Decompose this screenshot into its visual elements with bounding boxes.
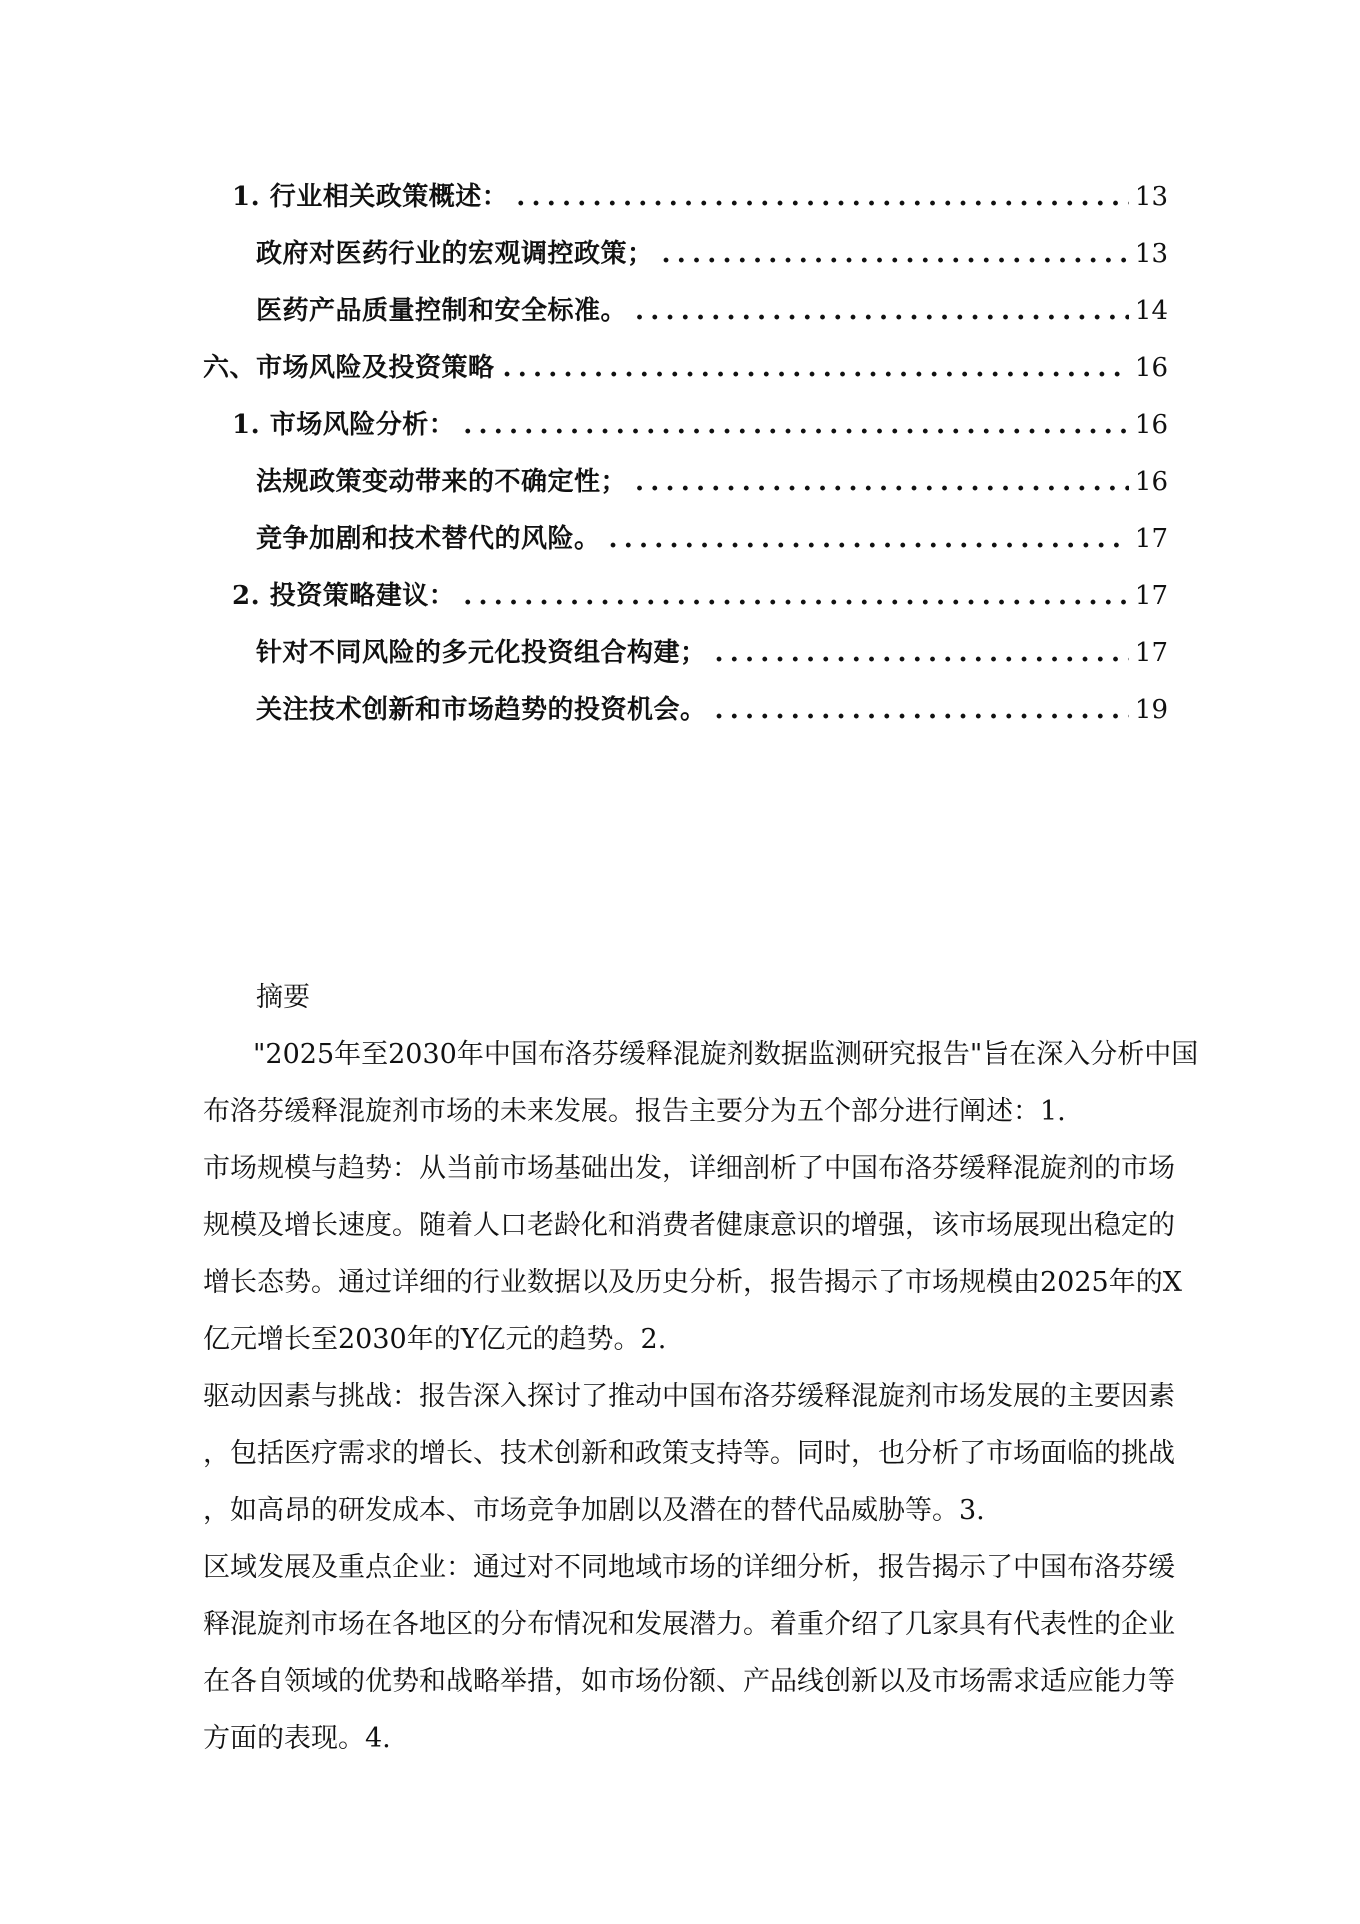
toc-entry-page: 19 [1134, 695, 1168, 725]
toc-entry[interactable] [232, 404, 1168, 444]
abstract-line: 亿元增长至2030年的Y亿元的趋势。2. [203, 1324, 667, 1355]
abstract-line: 驱动因素与挑战：报告深入探讨了推动中国布洛芬缓释混旋剂市场发展的主要因素 [203, 1381, 1175, 1412]
toc-entry-label: 关注技术创新和市场趋势的投资机会。 [256, 695, 707, 725]
abstract-line: 规模及增长速度。随着人口老龄化和消费者健康意识的增强，该市场展现出稳定的 [203, 1210, 1175, 1241]
toc-entry[interactable] [256, 461, 1168, 501]
toc-dot-leader [503, 353, 1129, 383]
toc-dot-leader [715, 638, 1129, 668]
toc-dot-leader [635, 296, 1129, 326]
toc-entry-page: 17 [1134, 524, 1168, 554]
abstract-line: 释混旋剂市场在各地区的分布情况和发展潜力。着重介绍了几家具有代表性的企业 [203, 1609, 1175, 1640]
abstract-line: 布洛芬缓释混旋剂市场的未来发展。报告主要分为五个部分进行阐述：1. [203, 1096, 1066, 1127]
toc-entry-label: 针对不同风险的多元化投资组合构建； [256, 638, 707, 668]
toc-entry-label: 2. 投资策略建议： [232, 581, 456, 611]
abstract-line: 区域发展及重点企业：通过对不同地域市场的详细分析，报告揭示了中国布洛芬缓 [203, 1552, 1175, 1583]
toc-dot-leader [516, 182, 1129, 212]
toc-entry-page: 17 [1134, 581, 1168, 611]
abstract-title: 摘要 [256, 982, 310, 1013]
toc-entry[interactable] [256, 518, 1168, 558]
toc-dot-leader [609, 524, 1129, 554]
toc-entry[interactable] [256, 290, 1168, 330]
abstract-line: 增长态势。通过详细的行业数据以及历史分析，报告揭示了市场规模由2025年的X [203, 1267, 1182, 1298]
toc-dot-leader [662, 239, 1129, 269]
toc-entry[interactable] [232, 575, 1168, 615]
toc-dot-leader [463, 581, 1129, 611]
toc-entry-page: 16 [1134, 467, 1168, 497]
toc-entry-label: 法规政策变动带来的不确定性； [256, 467, 628, 497]
toc-dot-leader [463, 410, 1129, 440]
toc-entry-label: 1. 行业相关政策概述： [232, 182, 509, 212]
toc-entry-label: 六、市场风险及投资策略 [203, 353, 495, 383]
toc-entry-label: 医药产品质量控制和安全标准。 [256, 296, 628, 326]
toc-entry-label: 竞争加剧和技术替代的风险。 [256, 524, 601, 554]
toc-entry[interactable] [256, 689, 1168, 729]
toc-entry[interactable] [232, 176, 1168, 216]
toc-dot-leader [635, 467, 1129, 497]
toc-entry-page: 14 [1134, 296, 1168, 326]
toc-dot-leader [715, 695, 1129, 725]
toc-entry-page: 13 [1134, 239, 1168, 269]
toc-entry-page: 17 [1134, 638, 1168, 668]
toc-entry[interactable] [256, 632, 1168, 672]
toc-entry-label: 政府对医药行业的宏观调控政策； [256, 239, 654, 269]
abstract-line: "2025年至2030年中国布洛芬缓释混旋剂数据监测研究报告"旨在深入分析中国 [253, 1039, 1199, 1070]
abstract-line: ，包括医疗需求的增长、技术创新和政策支持等。同时，也分析了市场面临的挑战 [203, 1438, 1175, 1469]
toc-entry-label: 1. 市场风险分析： [232, 410, 456, 440]
toc-entry-page: 16 [1134, 353, 1168, 383]
abstract-line: 方面的表现。4. [203, 1723, 391, 1754]
toc-entry[interactable] [203, 347, 1168, 387]
abstract-line: ，如高昂的研发成本、市场竞争加剧以及潜在的替代品威胁等。3. [203, 1495, 985, 1526]
toc-entry-page: 16 [1134, 410, 1168, 440]
toc-entry[interactable] [256, 233, 1168, 273]
abstract-line: 在各自领域的优势和战略举措，如市场份额、产品线创新以及市场需求适应能力等 [203, 1666, 1175, 1697]
toc-entry-page: 13 [1134, 182, 1168, 212]
abstract-line: 市场规模与趋势：从当前市场基础出发，详细剖析了中国布洛芬缓释混旋剂的市场 [203, 1153, 1175, 1184]
